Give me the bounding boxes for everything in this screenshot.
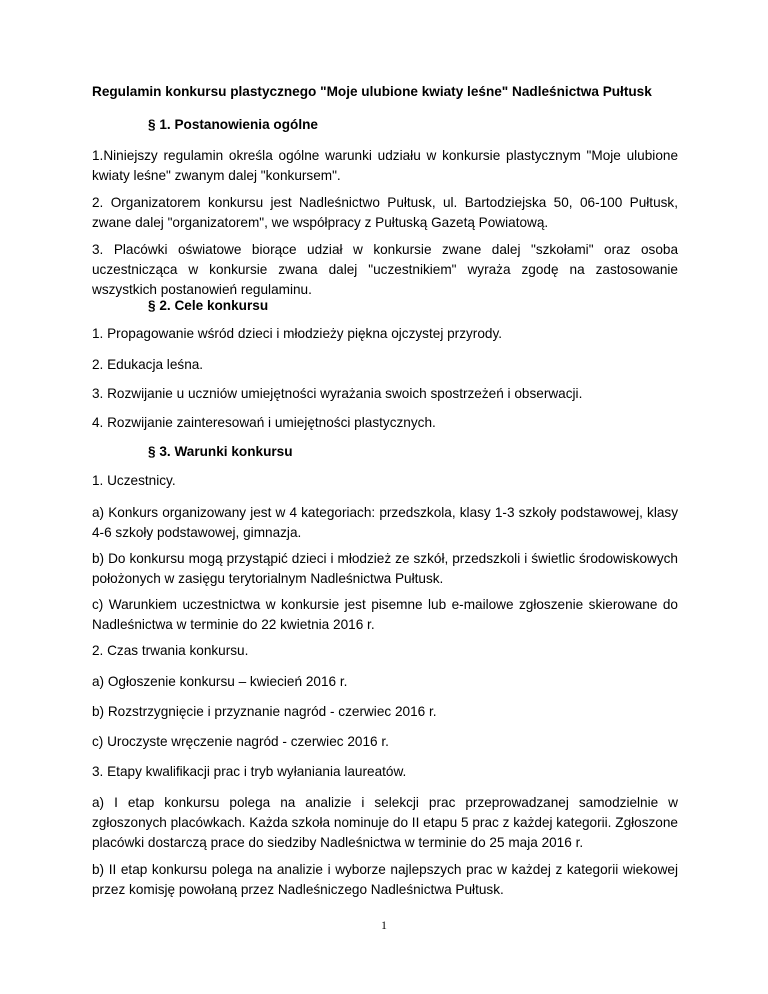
section-3-item-2a: a) Ogłoszenie konkursu – kwiecień 2016 r. <box>92 674 348 689</box>
section-2-item-3: 3. Rozwijanie u uczniów umiejętności wyrażania swoich spostrzeżeń i obserwacji. <box>92 386 583 401</box>
page-number: 1 <box>381 920 387 932</box>
section-3-item-1b: b) Do konkursu mogą przystąpić dzieci i młodzież ze szkół, przedszkoli i świetlic środowiskowych położonych w zasięgu terytorialnym Nadleśnictwa Pułtusk. <box>92 551 678 586</box>
document-title: Regulamin konkursu plastycznego "Moje ulubione kwiaty leśne" Nadleśnictwa Pułtusk <box>92 84 652 99</box>
section-1-paragraph-1: 1.Niniejszy regulamin określa ogólne warunki udziału w konkursie plastycznym "Moje ulubione kwiaty leśne" zwanym dalej "konkursem". <box>92 148 678 183</box>
section-3-item-2: 2. Czas trwania konkursu. <box>92 643 249 658</box>
section-3-item-3a: a) I etap konkursu polega na analizie i selekcji prac przeprowadzanej samodzielnie w zgłoszonych placówkach. Każda szkoła nominuje do II etapu 5 prac z każdej kategorii. Zgłoszone placówki dostarczą prace do siedziby Nadleśnictwa w terminie do 25 maja 2016 r. <box>92 795 678 850</box>
section-1-paragraph-3: 3. Placówki oświatowe biorące udział w konkursie zwane dalej "szkołami" oraz osoba uczestnicząca w konkursie zwana dalej "uczestnikiem" wyraża zgodę na zastosowanie wszystkich postanowień regulaminu. <box>92 242 678 297</box>
section-3-item-1c: c) Warunkiem uczestnictwa w konkursie jest pisemne lub e-mailowe zgłoszenie skierowane do Nadleśnictwa w terminie do 22 kwietnia 2016 r. <box>92 597 678 632</box>
section-3-item-3b: b) II etap konkursu polega na analizie i wyborze najlepszych prac w każdej z kategorii wiekowej przez komisję powołaną przez Nadleśniczego Nadleśnictwa Pułtusk. <box>92 862 678 897</box>
section-1-paragraph-2: 2. Organizatorem konkursu jest Nadleśnictwo Pułtusk, ul. Bartodziejska 50, 06-100 Pułtusk, zwane dalej "organizatorem", we współpracy z Pułtuską Gazetą Powiatową. <box>92 195 678 230</box>
section-3-item-3: 3. Etapy kwalifikacji prac i tryb wyłaniania laureatów. <box>92 764 407 779</box>
section-3-item-2c: c) Uroczyste wręczenie nagród - czerwiec 2016 r. <box>92 734 389 749</box>
section-3-item-1a: a) Konkurs organizowany jest w 4 kategoriach: przedszkola, klasy 1-3 szkoły podstawowej, klasy 4-6 szkoły podstawowej, gimnazja. <box>92 505 678 540</box>
section-2-item-4: 4. Rozwijanie zainteresowań i umiejętności plastycznych. <box>92 415 436 430</box>
section-3-heading: § 3. Warunki konkursu <box>148 444 293 459</box>
section-3-item-1: 1. Uczestnicy. <box>92 473 176 488</box>
section-3-item-2b: b) Rozstrzygnięcie i przyznanie nagród - czerwiec 2016 r. <box>92 704 437 719</box>
section-2-item-1: 1. Propagowanie wśród dzieci i młodzieży piękna ojczystej przyrody. <box>92 326 503 341</box>
section-2-item-2: 2. Edukacja leśna. <box>92 357 204 372</box>
section-2-heading: § 2. Cele konkursu <box>148 298 269 313</box>
section-1-heading: § 1. Postanowienia ogólne <box>148 117 318 132</box>
